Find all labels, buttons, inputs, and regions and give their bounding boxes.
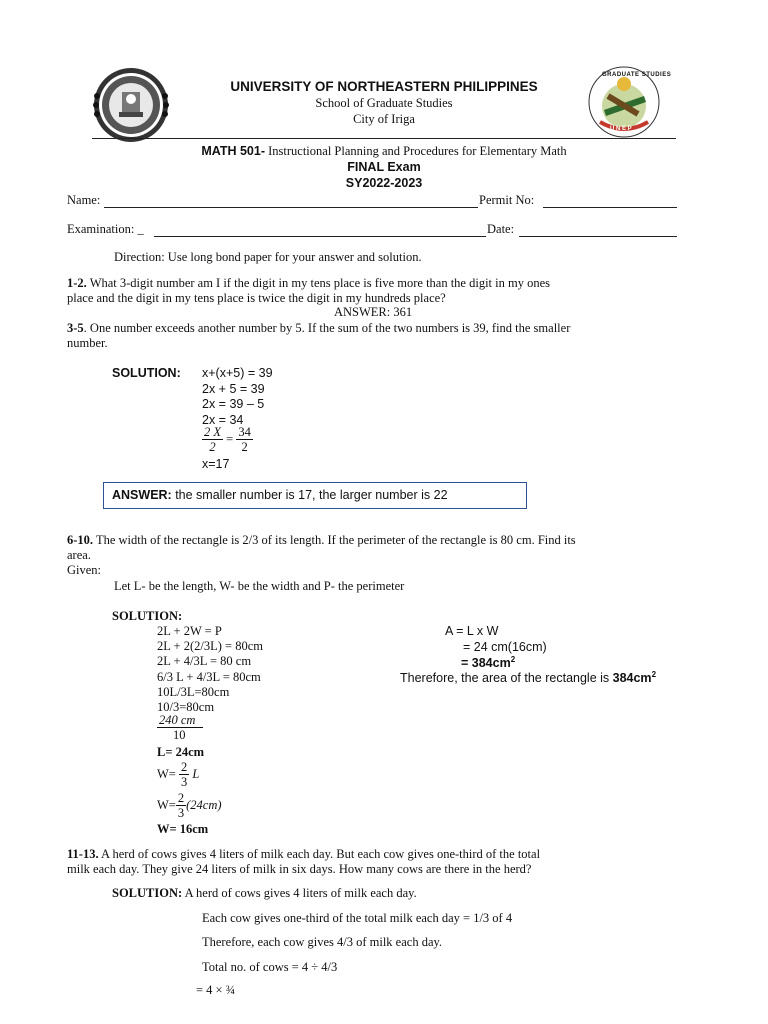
q3-area-result-value: = 384cm (461, 656, 511, 671)
q4-line-4: = 4 × ¾ (196, 983, 236, 997)
q3-area-result (461, 655, 515, 670)
question-2-solution-label: SOLUTION: (112, 366, 181, 380)
university-seal-logo (92, 66, 170, 144)
q2-result: x=17 (202, 457, 230, 471)
q4-line-2: Therefore, each cow gives 4/3 of milk each day. (202, 935, 443, 949)
examination-label: Examination: _ (67, 222, 144, 236)
q3-step-5: 10L/3L=80cm (157, 684, 230, 699)
name-field[interactable] (104, 207, 478, 208)
question-1-text: What 3-digit number am I if the digit in my tens place is five more than the digit in my ones (86, 276, 551, 290)
q2-step-3: 2x = 39 – 5 (202, 397, 265, 411)
q3-w-fraction: $\frac{2}{3}$ (180, 760, 188, 789)
question-4-line-1 (67, 847, 540, 862)
course-title: Instructional Planning and Procedures for Elementary Math (265, 144, 567, 158)
question-1-line-2: place and the digit in my tens place is twice the digit in my hundreds place? (67, 291, 446, 305)
exam-title: FINAL Exam (347, 160, 421, 174)
q3-area-result-sup: 2 (510, 655, 516, 664)
gs-logo-text-bottom: U N E P (610, 126, 632, 132)
q3-w-equation (157, 760, 199, 789)
question-3-solution-label: SOLUTION: (112, 609, 183, 623)
q2-answer-label: ANSWER: (112, 488, 172, 502)
permit-label: Permit No: (479, 193, 535, 207)
q2-fraction-right: $\frac{34}{2}$ (238, 425, 251, 454)
q3-therefore-value: 384cm (612, 671, 652, 686)
question-2-text: . One number exceeds another number by 5. If the sum of the two numbers is 39, find the smaller (83, 321, 571, 335)
question-4-number: 11-13. (67, 847, 99, 861)
school-name: School of Graduate Studies (315, 96, 453, 110)
school-year: SY2022-2023 (345, 176, 423, 190)
question-4-line-2: milk each day. They give 24 liters of milk in six days. How many cows are there in the herd? (67, 862, 532, 876)
q3-step-2: 2L + 2(2/3L) = 80cm (157, 639, 263, 654)
q3-therefore-text: Therefore, the area of the rectangle is (400, 671, 613, 686)
question-3-steps (157, 624, 263, 715)
university-name: UNIVERSITY OF NORTHEASTERN PHILIPPINES (230, 79, 538, 94)
header-divider (92, 138, 676, 139)
graduate-studies-logo (588, 66, 672, 138)
name-label: Name: (67, 193, 101, 207)
q3-step-6: 10/3=80cm (157, 700, 215, 715)
date-field[interactable] (519, 236, 677, 237)
q2-fraction-equation (202, 425, 253, 454)
permit-field[interactable] (543, 207, 677, 208)
q3-area-step: = 24 cm(16cm) (463, 640, 547, 654)
q4-line-3: Total no. of cows = 4 ÷ 4/3 (202, 960, 338, 974)
q2-fraction-left: $\frac{2 X}{2}$ (204, 425, 222, 454)
question-3-given: Given: (67, 563, 102, 577)
question-3-number: 6-10. (67, 533, 94, 547)
question-3-line-1 (67, 533, 576, 548)
course-line (92, 144, 676, 159)
q3-area-formula: A = L x W (445, 624, 499, 638)
direction-text: Direction: Use long bond paper for your answer and solution. (114, 250, 422, 264)
q3-w2-prefix: W= (157, 798, 176, 812)
question-2-steps (202, 366, 273, 428)
question-4-solution (112, 886, 417, 901)
q3-w-result: W= 16cm (157, 822, 209, 836)
question-2-line-1 (67, 321, 570, 336)
question-4-solution-text: A herd of cows gives 4 liters of milk each day. (182, 886, 417, 900)
examination-field[interactable] (154, 236, 486, 237)
question-1-answer: ANSWER: 361 (333, 305, 413, 319)
q2-step-1: x+(x+5) = 39 (202, 366, 273, 380)
question-4-solution-label: SOLUTION: (112, 886, 183, 900)
q3-fraction-240-over-10: $\frac{240 cm}{10}$ (157, 713, 203, 742)
q4-line-1: Each cow gives one-third of the total milk each day = 1/3 of 4 (202, 911, 513, 925)
city-name: City of Iriga (353, 112, 415, 126)
q3-step-1: 2L + 2W = P (157, 624, 222, 638)
question-3-line-2: area. (67, 548, 91, 562)
q2-answer-text: the smaller number is 17, the larger number is 22 (171, 488, 448, 502)
question-2-line-2: number. (67, 336, 108, 350)
q3-fraction (157, 713, 203, 742)
question-1-line-1 (67, 276, 550, 291)
q2-answer-box (103, 482, 527, 509)
q3-step-4: 6/3 L + 4/3L = 80cm (157, 669, 261, 684)
q3-l-result: L= 24cm (157, 745, 205, 759)
q2-step-4: 2x = 34 (202, 412, 244, 427)
question-3-let: Let L- be the length, W- be the width and P- the perimeter (114, 579, 405, 593)
q3-w-suffix: L (192, 767, 200, 781)
date-label: Date: (487, 222, 515, 236)
question-2-number: 3-5 (67, 321, 84, 335)
q3-therefore (400, 670, 656, 685)
q3-w2-suffix: (24cm) (186, 798, 222, 812)
q3-therefore-sup: 2 (651, 670, 657, 679)
q3-step-3: 2L + 4/3L = 80 cm (157, 654, 252, 669)
q3-w-prefix: W= (157, 767, 176, 781)
question-4-text: A herd of cows gives 4 liters of milk each day. But each cow gives one-third of the total (98, 847, 541, 861)
q3-w2-fraction: $\frac{2}{3}$ (177, 791, 185, 820)
question-1-number: 1-2. (67, 276, 87, 290)
course-code: MATH 501- (201, 144, 265, 158)
q3-w2-equation (157, 791, 222, 820)
question-3-text: The width of the rectangle is 2/3 of its length. If the perimeter of the rectangle is 80 cm. Find its (93, 533, 576, 547)
q2-step-2: 2x + 5 = 39 (202, 381, 265, 396)
gs-logo-text-top: GRADUATE STUDIES (602, 72, 672, 78)
q2-fraction-equals: = (226, 432, 234, 446)
